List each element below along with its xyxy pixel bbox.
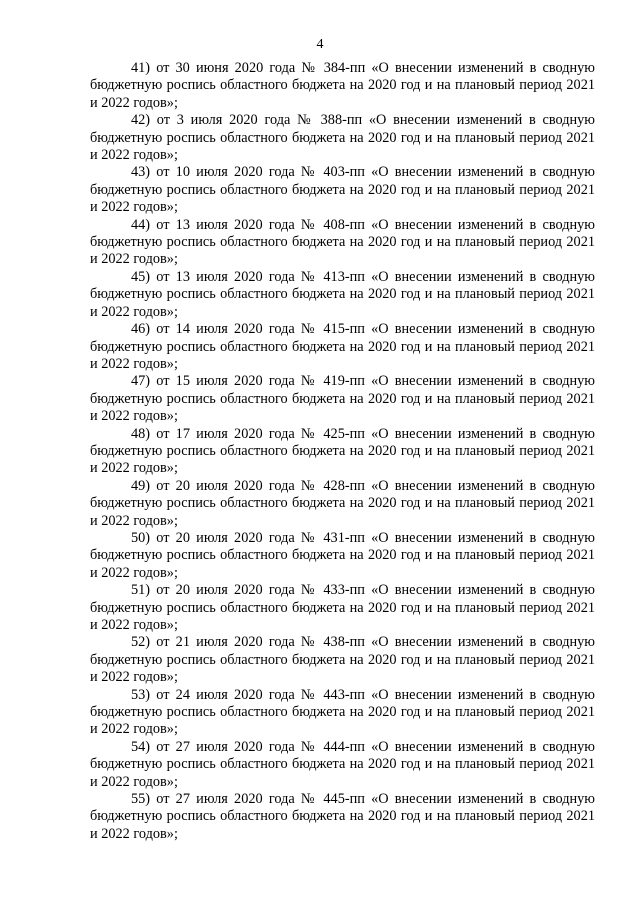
list-item: 46) от 14 июля 2020 года № 415-пп «О внесении изменений в сводную бюджетную роспись областного бюджета на 2020 год и на плановый период 2021 и 2022 годов»; bbox=[90, 321, 595, 372]
page-number: 4 bbox=[316, 37, 324, 52]
list-item: 44) от 13 июля 2020 года № 408-пп «О внесении изменений в сводную бюджетную роспись областного бюджета на 2020 год и на плановый период 2021 и 2022 годов»; bbox=[90, 216, 595, 268]
list-item: 43) от 10 июля 2020 года № 403-пп «О внесении изменений в сводную бюджетную роспись областного бюджета на 2020 год и на плановый период 2021 и 2022 годов»; bbox=[90, 164, 595, 216]
list-item: 54) от 27 июля 2020 года № 444-пп «О внесении изменений в сводную бюджетную роспись областного бюджета на 2020 год и на плановый период 2021 и 2022 годов»; bbox=[90, 738, 595, 790]
list-item: 42) от 3 июля 2020 года № 388-пп «О внесении изменений в сводную бюджетную роспись областного бюджета на 2020 год и на плановый период 2021 и 2022 годов»; bbox=[90, 112, 595, 164]
list-item: 50) от 20 июля 2020 года № 431-пп «О внесении изменений в сводную бюджетную роспись областного бюджета на 2020 год и на плановый период 2021 и 2022 годов»; bbox=[90, 529, 595, 581]
list-item: 55) от 27 июля 2020 года № 445-пп «О внесении изменений в сводную бюджетную роспись областного бюджета на 2020 год и на плановый период 2021 и 2022 годов»; bbox=[90, 791, 595, 842]
item-list bbox=[90, 60, 595, 843]
list-item: 45) от 13 июля 2020 года № 413-пп «О внесении изменений в сводную бюджетную роспись областного бюджета на 2020 год и на плановый период 2021 и 2022 годов»; bbox=[90, 268, 595, 320]
list-item: 41) от 30 июня 2020 года № 384-пп «О внесении изменений в сводную бюджетную роспись областного бюджета на 2020 год и на плановый период 2021 и 2022 годов»; bbox=[90, 60, 595, 111]
list-item: 49) от 20 июля 2020 года № 428-пп «О внесении изменений в сводную бюджетную роспись областного бюджета на 2020 год и на плановый период 2021 и 2022 годов»; bbox=[90, 477, 595, 529]
list-item: 51) от 20 июля 2020 года № 433-пп «О внесении изменений в сводную бюджетную роспись областного бюджета на 2020 год и на плановый период 2021 и 2022 годов»; bbox=[90, 582, 595, 633]
list-item: 53) от 24 июля 2020 года № 443-пп «О внесении изменений в сводную бюджетную роспись областного бюджета на 2020 год и на плановый период 2021 и 2022 годов»; bbox=[90, 686, 595, 738]
list-item: 48) от 17 июля 2020 года № 425-пп «О внесении изменений в сводную бюджетную роспись областного бюджета на 2020 год и на плановый период 2021 и 2022 годов»; bbox=[90, 425, 595, 477]
list-item: 47) от 15 июля 2020 года № 419-пп «О внесении изменений в сводную бюджетную роспись областного бюджета на 2020 год и на плановый период 2021 и 2022 годов»; bbox=[90, 373, 595, 425]
list-item: 52) от 21 июля 2020 года № 438-пп «О внесении изменений в сводную бюджетную роспись областного бюджета на 2020 год и на плановый период 2021 и 2022 годов»; bbox=[90, 634, 595, 686]
